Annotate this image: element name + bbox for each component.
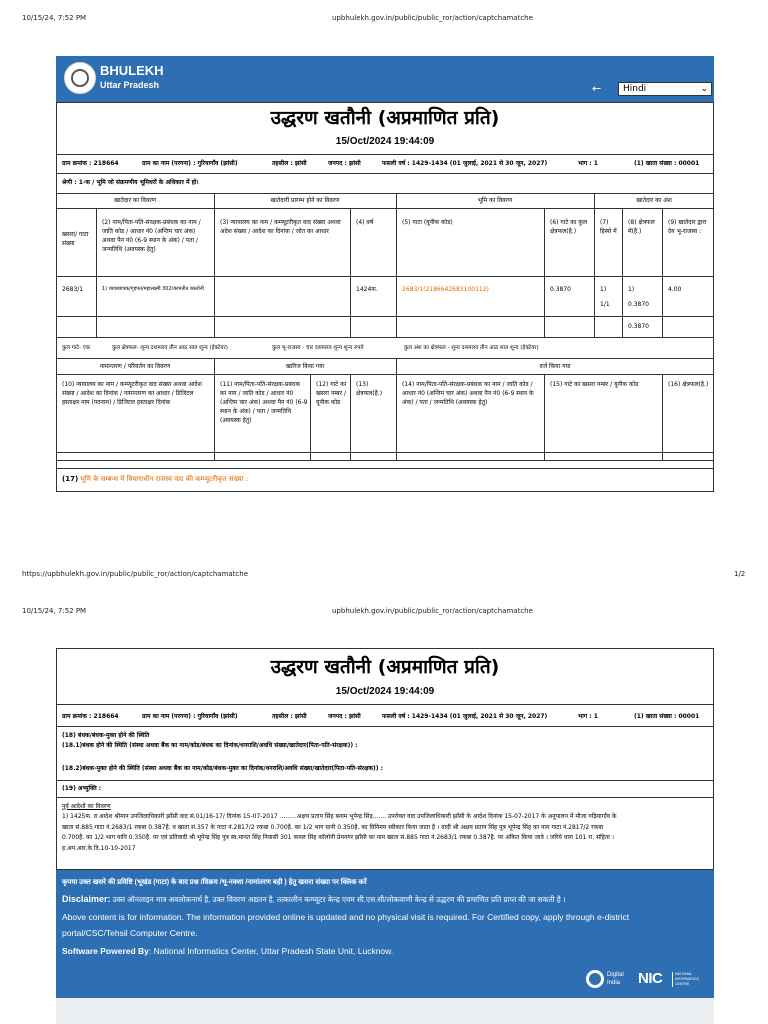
col-share-area: (8) क्षेत्रफल में(है.) — [628, 219, 655, 235]
print-url-2: upbhulekh.gov.in/public/public_ror/action/captchamatche — [332, 607, 533, 615]
digital-text: Digital — [607, 972, 624, 978]
total-share-area: कुल अंश का क्षेत्रफल - शून्य दशमलव तीन आठ सात शून्य (हेक्टेयर) — [404, 345, 539, 351]
col-unique: (5) गाटा (यूनीक कोड) — [402, 219, 453, 226]
up-emblem-icon — [64, 62, 96, 94]
part-2: भाग : 1 — [578, 713, 598, 720]
nic-logo: NIC — [638, 970, 663, 987]
col-mutation-court: (10) न्यायालय का नाम / कम्प्यूटरीकृत वाद संख्या अथवा आदेश संख्या / आदेश का दिनांक / नामान्तरण का आधार / डिजिटल हस्ताक्षर नाम (पदनाम) / डिजिटल हस्ताक्षर दिनांक — [62, 381, 202, 406]
digital-india-logo-icon — [586, 970, 604, 988]
fasli-year-2: फसली वर्ष : 1429-1434 (01 जुलाई, 2021 से 30 जून, 2027) — [382, 713, 548, 720]
powered-label: Software Powered By — [62, 946, 149, 956]
khata-number: (1) खाता संख्या : 00001 — [634, 160, 700, 167]
nic-subtitle — [672, 972, 699, 987]
category: श्रेणी : 1-क / भूमि जो संक्रमणीय भूमिधरों के अधिकार में हो। — [62, 179, 199, 186]
cell-share-area-idx: 1) — [628, 286, 635, 293]
chevron-down-icon: ⌄ — [700, 84, 708, 94]
bhulekh-banner — [56, 56, 714, 102]
disclaimer — [62, 894, 566, 905]
group-land: भूमि का विवरण — [477, 197, 513, 204]
orders-heading: पूर्व आदेशों का विवरण — [62, 803, 111, 810]
cell-owner: 1) व्यवस्थापक/गृहपत/महालक्ष्मी 302/कामतीत कालोनी — [102, 286, 204, 292]
tehsil: तहसील : झांसी — [272, 160, 307, 167]
print-timestamp-2: 10/15/24, 7:52 PM — [22, 607, 87, 615]
col-added-khasra: (15) गाटे का खसरा नम्बर / यूनीक कोड — [550, 381, 639, 388]
print-url: upbhulekh.gov.in/public/public_ror/action/captchamatche — [332, 14, 533, 22]
part: भाग : 1 — [578, 160, 598, 167]
powered-by — [62, 946, 393, 956]
nic-sub-2: INFORMATICS — [675, 977, 699, 981]
page-footer-strip — [56, 998, 714, 1024]
col-added-owner: (14) नाम/पिता-पति-संरक्षक-प्रबंधक का नाम / जाति कोड / आधार नं0 (अन्तिम चार अंक) अथवा पैन नं0 (6-9 स्थान के अंक) / पता / जन्मतिथि (अवयस्क हेतु) — [402, 381, 534, 406]
cell-revenue: 4.00 — [668, 286, 682, 293]
brand-state: Uttar Pradesh — [100, 80, 160, 90]
print-page-number: 1/2 — [734, 570, 746, 578]
col-owner: (2) नाम/पिता-पति-संरक्षक-प्रबंधक का नाम / जाति कोड / आधार नं0 (अन्तिम चार अंक) अथवा पैन नं0 (6-9 स्थान के अंक) / पता / जन्मतिथि (अवयस्क हेतु) — [102, 219, 201, 253]
col-removed-khasra: (12) गाटे का खसरा नम्बर / यूनीक कोड — [316, 381, 347, 406]
fasli-year: फसली वर्ष : 1429-1434 (01 जुलाई, 2021 से 30 जून, 2027) — [382, 160, 548, 167]
district: जनपद : झांसी — [328, 160, 361, 167]
digital-india-text — [607, 971, 624, 987]
info-box — [56, 870, 714, 998]
orders-text — [62, 812, 710, 854]
disclaimer-label: Disclaimer: — [62, 894, 111, 904]
cell-area-total: 0.3870 — [628, 323, 649, 330]
language-select[interactable] — [618, 82, 712, 96]
print-timestamp: 10/15/24, 7:52 PM — [22, 14, 87, 22]
total-area: कुल क्षेत्रफल- शून्य दशमलव तीन आठ सात शून्य (हेक्टेयर) — [112, 345, 228, 351]
document-title-2: उद्धरण खतौनी (अप्रमाणित प्रति) — [270, 656, 500, 678]
sec19: (19) अभ्युक्ति : — [62, 785, 102, 792]
document-title: उद्धरण खतौनी (अप्रमाणित प्रति) — [270, 107, 500, 129]
brand-name: BHULEKH — [100, 63, 164, 78]
cell-share-area: 0.3870 — [628, 301, 649, 308]
col-court: (3) न्यायालय का नाम / कम्प्यूटरीकृत वाद संख्या अथवा अदेश संख्या / आदेश का दिनांक / जोत का आधार — [220, 219, 341, 235]
orders-line: खाता सं.885 गाटा नं.2683/1 रकबा 0.387है. व खाता सं.357 के गाटा नं.2817/2 रकबा 0.700है. का 1/2 भाग यानी 0.350है. का विनिमय स्वीकार किया जाता है । वादी श्री अक्षय प्रताप सिंह पुत्र भूपेन्द्र सिंह का नाम गाटा नं.2817/2 रकबा — [62, 823, 604, 831]
print-footer-url: https://upbhulekh.gov.in/public/public_ror/action/captchamatche — [22, 570, 249, 578]
nic-sub-3: CENTRE — [675, 982, 690, 986]
sec17-text: भूमि के सम्बन्ध में विचाराधीन राजस्व वाद की कम्प्यूटरीकृत संख्या : — [80, 475, 249, 483]
powered-text: : National Informatics Center, Uttar Pradesh State Unit, Lucknow. — [148, 946, 394, 956]
tehsil-2: तहसील : झांसी — [272, 713, 307, 720]
khasra-click-note: कृपया उक्त खसरे की प्रविष्टि (भूखंड (गाटा) के बाद प्रश्न /विक्रय /भू-नक्शा /नामांतरण बही ) हेतु खसरा संख्या पर क्लिक करें — [62, 879, 367, 886]
col-removed-area: (13) क्षेत्रफल(है.) — [356, 381, 383, 397]
village-code-2: ग्राम क्रमांक : 218664 — [62, 713, 119, 720]
back-arrow-icon[interactable]: ← — [592, 82, 602, 95]
language-value: Hindi — [623, 84, 647, 94]
col-year: (4) वर्ष — [356, 219, 374, 226]
sec18-2: (18.2)बंधक-मुक्त होने की स्थिति (संस्था अथवा बैंक का नाम/कोड/बंधक-मुक्त का दिनांक/धनराशि/अवधि संख्या/खातेदार(पिता-पति-संरक्षक)) : — [62, 765, 383, 772]
total-gata: कुल गाटे- एक — [62, 345, 90, 351]
col-khasra: खसरा/ गाटा संख्या — [62, 231, 89, 247]
document-datetime-2: 15/Oct/2024 19:44:09 — [335, 686, 435, 697]
sec18-1: (18.1)बंधक होने की स्थिति (संस्था अथवा बैंक का नाम/कोड/बंधक का दिनांक/धनराशि/अवधि संख्या/खातेदार(पिता-पति-संरक्षक)) : — [62, 742, 358, 749]
col-removed-owner: (11) नाम/पिता-पति-संरक्षक-प्रबंधक का नाम / जाति कोड / आधार नं0 (अन्तिम चार अंक) अथवा पैन नं0 (6-9 स्थान के अंक) / पता / जन्मतिथि (अवयस्क हेतु) — [220, 381, 308, 424]
orders-line: 0.700है. का 1/2 भाग यानि 0.350है. पर एवं प्रतिवादी श्री भूपेन्द्र सिंह पुत्र स्व.मानत सिंह निवासी 301 कमल सिंह कॉलोनी प्रेमनगर झाँसी का नाम खाता सं.885 गाटा नं.2683/1 रकबा 0.387है. पर अंकित किया जावे । जरिये धारा 101 रा. संहिता । — [62, 834, 615, 841]
village-name-2: ग्राम का नाम (परगना) : गुरियागाँव (झांसी) — [142, 713, 238, 720]
cell-share-fraction: 1/1 — [600, 301, 610, 308]
khata-number-2: (1) खाता संख्या : 00001 — [634, 713, 700, 720]
note-line-2: portal/CSC/Tehsil Computer Centre. — [62, 928, 198, 938]
col-added-area: (16) क्षेत्रफल(है.) — [668, 381, 709, 388]
cell-unique-link[interactable]: 2683/1(2186642683100112) — [402, 286, 489, 293]
sec17-number: (17) — [62, 475, 79, 483]
col-share: (7) हिस्से में — [600, 219, 617, 235]
cell-khasra: 2683/1 — [62, 286, 84, 293]
total-revenue: कुल भू-राजस्व - चार दशमलव शून्य शून्य रुपये — [272, 345, 364, 351]
disclaimer-text: उक्त ऑनलाइन मात्र अवलोकनार्थ है, उक्त विवरण अद्यतन है, तत्कालीन कम्प्यूटर केन्द्र एवम सी.एस.सी/लोकवाणी केन्द्र से उद्धरण की प्रमाणित प्रति प्राप्त की जा सकती है । — [110, 895, 566, 904]
note-line-1: Above content is for information. The information provided online is updated and no physical visit is required. For Certified copy, apply through e-district — [62, 912, 630, 922]
col-revenue: (9) खातेदार द्वारा देय भू-राजस्व : — [668, 219, 707, 235]
group-mutation: नामान्तरण / परिवर्तन का विवरण — [99, 363, 171, 370]
group-added: दर्ज किया गया — [539, 363, 571, 370]
district-2: जनपद : झांसी — [328, 713, 361, 720]
sec18-heading: (18) बंधक/बंधक-मुक्त होने की स्थिति — [62, 732, 150, 739]
orders-line: ह.अप.आर.के.दि.10-10-2017 — [62, 844, 136, 852]
village-name: ग्राम का नाम (परगना) : गुरियागाँव (झांसी) — [142, 160, 238, 167]
col-area: (6) गाटे का कुल क्षेत्रफल(है.) — [550, 219, 588, 235]
document-datetime: 15/Oct/2024 19:44:09 — [335, 136, 435, 147]
group-khatedari: खातेदारी प्रारम्भ होने का विवरण — [270, 197, 340, 204]
group-khatedar: खातेदार का विवरण — [113, 197, 157, 204]
nic-sub-1: NATIONAL — [675, 972, 693, 976]
group-share: खातेदार का अंश — [636, 197, 672, 204]
cell-share: 1) — [600, 286, 607, 293]
group-removed: खारिज किया गया — [285, 363, 325, 370]
cell-area: 0.3870 — [550, 286, 571, 293]
orders-line: 1) 1425फ. व आदेश श्रीमान उपजिलाधिकारी झाँसी वाद सं.01/16-17/ दिनांक 15-07-2017 .........अक्षय प्रताप सिंह बनाम भूपेन्द्र सिंह....... उपरोक्त वाद उपजिलाधिकारी झाँसी के आदेश दिनांक 15-07-2017 के अनुपालन में मौजा गढ़ियागाँव के — [62, 813, 617, 820]
cell-year: 1424फ. — [356, 286, 378, 293]
india-text: India — [607, 980, 621, 986]
village-code: ग्राम क्रमांक : 218664 — [62, 160, 119, 167]
